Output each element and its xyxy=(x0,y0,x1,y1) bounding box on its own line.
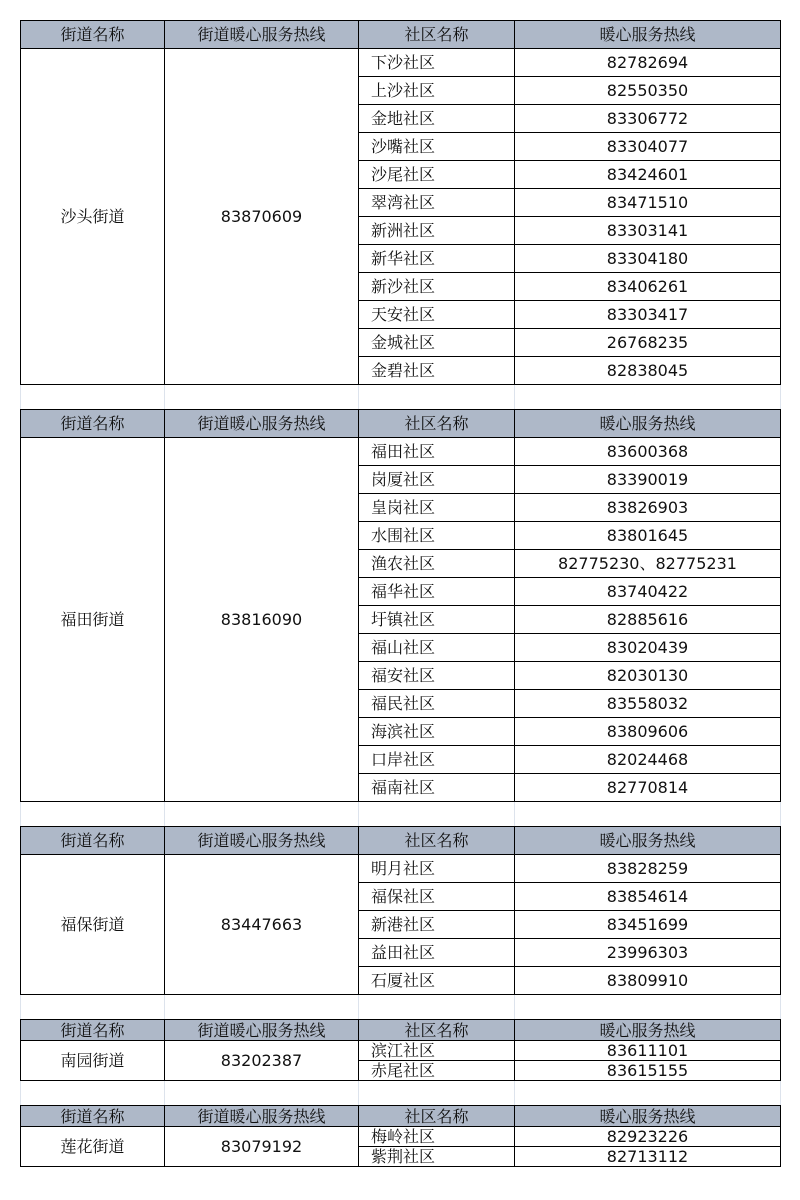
community-name-cell: 新沙社区 xyxy=(359,273,515,301)
community-phone-cell: 83451699 xyxy=(515,911,781,939)
community-phone-cell: 82770814 xyxy=(515,774,781,802)
street-hotline-cell: 83447663 xyxy=(165,855,359,995)
street-hotline-cell: 83079192 xyxy=(165,1127,359,1167)
community-phone-cell: 23996303 xyxy=(515,939,781,967)
header-street-name: 街道名称 xyxy=(21,1020,165,1041)
community-phone-cell: 82923226 xyxy=(515,1127,781,1147)
section-header-row xyxy=(21,1020,781,1041)
street-name-cell: 福田街道 xyxy=(21,438,165,802)
community-name-cell: 石厦社区 xyxy=(359,967,515,995)
community-row xyxy=(21,855,781,883)
spacer-cell xyxy=(21,385,165,410)
spacer-cell xyxy=(515,802,781,827)
community-phone-cell: 83801645 xyxy=(515,522,781,550)
hotline-table-body xyxy=(21,21,781,1167)
community-phone-cell: 82030130 xyxy=(515,662,781,690)
community-phone-cell: 83390019 xyxy=(515,466,781,494)
community-name-cell: 福田社区 xyxy=(359,438,515,466)
header-community-hotline: 暖心服务热线 xyxy=(515,410,781,438)
section-header-row xyxy=(21,1106,781,1127)
community-row xyxy=(21,1127,781,1147)
community-name-cell: 沙嘴社区 xyxy=(359,133,515,161)
community-row xyxy=(21,1041,781,1061)
header-street-hotline: 街道暖心服务热线 xyxy=(165,410,359,438)
community-phone-cell: 83303141 xyxy=(515,217,781,245)
community-name-cell: 新洲社区 xyxy=(359,217,515,245)
community-name-cell: 金碧社区 xyxy=(359,357,515,385)
community-name-cell: 翠湾社区 xyxy=(359,189,515,217)
community-phone-cell: 82838045 xyxy=(515,357,781,385)
community-phone-cell: 82775230、82775231 xyxy=(515,550,781,578)
spacer-cell xyxy=(21,1081,165,1106)
section-header-row xyxy=(21,410,781,438)
community-phone-cell: 82550350 xyxy=(515,77,781,105)
header-street-name: 街道名称 xyxy=(21,827,165,855)
community-phone-cell: 83303417 xyxy=(515,301,781,329)
community-phone-cell: 82024468 xyxy=(515,746,781,774)
header-street-hotline: 街道暖心服务热线 xyxy=(165,1106,359,1127)
community-phone-cell: 83854614 xyxy=(515,883,781,911)
community-name-cell: 上沙社区 xyxy=(359,77,515,105)
community-phone-cell: 83600368 xyxy=(515,438,781,466)
community-phone-cell: 82782694 xyxy=(515,49,781,77)
community-name-cell: 岗厦社区 xyxy=(359,466,515,494)
community-phone-cell: 83809606 xyxy=(515,718,781,746)
street-name-cell: 福保街道 xyxy=(21,855,165,995)
spacer-cell xyxy=(359,995,515,1020)
community-phone-cell: 83020439 xyxy=(515,634,781,662)
community-name-cell: 福民社区 xyxy=(359,690,515,718)
header-community-name: 社区名称 xyxy=(359,1106,515,1127)
community-name-cell: 海滨社区 xyxy=(359,718,515,746)
header-street-hotline: 街道暖心服务热线 xyxy=(165,827,359,855)
community-phone-cell: 83304077 xyxy=(515,133,781,161)
section-spacer-row xyxy=(21,802,781,827)
community-phone-cell: 83406261 xyxy=(515,273,781,301)
community-phone-cell: 83615155 xyxy=(515,1061,781,1081)
header-community-name: 社区名称 xyxy=(359,1020,515,1041)
community-name-cell: 金地社区 xyxy=(359,105,515,133)
community-name-cell: 口岸社区 xyxy=(359,746,515,774)
header-community-hotline: 暖心服务热线 xyxy=(515,827,781,855)
header-community-hotline: 暖心服务热线 xyxy=(515,1020,781,1041)
spacer-cell xyxy=(21,995,165,1020)
community-name-cell: 梅岭社区 xyxy=(359,1127,515,1147)
community-name-cell: 圩镇社区 xyxy=(359,606,515,634)
community-row xyxy=(21,49,781,77)
community-name-cell: 福华社区 xyxy=(359,578,515,606)
section-header-row xyxy=(21,827,781,855)
spacer-cell xyxy=(515,995,781,1020)
community-name-cell: 福保社区 xyxy=(359,883,515,911)
spacer-cell xyxy=(165,802,359,827)
header-street-hotline: 街道暖心服务热线 xyxy=(165,21,359,49)
community-name-cell: 明月社区 xyxy=(359,855,515,883)
header-community-name: 社区名称 xyxy=(359,410,515,438)
community-phone-cell: 83611101 xyxy=(515,1041,781,1061)
spacer-cell xyxy=(165,1081,359,1106)
hotline-table xyxy=(20,20,781,1167)
community-name-cell: 新华社区 xyxy=(359,245,515,273)
community-name-cell: 滨江社区 xyxy=(359,1041,515,1061)
header-community-hotline: 暖心服务热线 xyxy=(515,1106,781,1127)
spacer-cell xyxy=(359,385,515,410)
street-hotline-cell: 83870609 xyxy=(165,49,359,385)
community-name-cell: 沙尾社区 xyxy=(359,161,515,189)
community-phone-cell: 83471510 xyxy=(515,189,781,217)
header-community-name: 社区名称 xyxy=(359,21,515,49)
community-phone-cell: 83304180 xyxy=(515,245,781,273)
community-phone-cell: 83424601 xyxy=(515,161,781,189)
community-name-cell: 紫荆社区 xyxy=(359,1147,515,1167)
street-name-cell: 莲花街道 xyxy=(21,1127,165,1167)
community-phone-cell: 82885616 xyxy=(515,606,781,634)
community-name-cell: 新港社区 xyxy=(359,911,515,939)
section-header-row xyxy=(21,21,781,49)
community-name-cell: 金城社区 xyxy=(359,329,515,357)
community-name-cell: 福南社区 xyxy=(359,774,515,802)
spacer-cell xyxy=(359,1081,515,1106)
community-phone-cell: 83306772 xyxy=(515,105,781,133)
section-spacer-row xyxy=(21,385,781,410)
community-phone-cell: 83826903 xyxy=(515,494,781,522)
header-street-name: 街道名称 xyxy=(21,410,165,438)
spacer-cell xyxy=(515,1081,781,1106)
community-name-cell: 渔农社区 xyxy=(359,550,515,578)
community-name-cell: 水围社区 xyxy=(359,522,515,550)
header-community-hotline: 暖心服务热线 xyxy=(515,21,781,49)
community-phone-cell: 83809910 xyxy=(515,967,781,995)
community-phone-cell: 83558032 xyxy=(515,690,781,718)
community-phone-cell: 83828259 xyxy=(515,855,781,883)
community-name-cell: 福山社区 xyxy=(359,634,515,662)
community-phone-cell: 83740422 xyxy=(515,578,781,606)
community-name-cell: 天安社区 xyxy=(359,301,515,329)
header-street-name: 街道名称 xyxy=(21,1106,165,1127)
header-street-hotline: 街道暖心服务热线 xyxy=(165,1020,359,1041)
section-spacer-row xyxy=(21,1081,781,1106)
spacer-cell xyxy=(515,385,781,410)
street-name-cell: 沙头街道 xyxy=(21,49,165,385)
community-name-cell: 下沙社区 xyxy=(359,49,515,77)
header-street-name: 街道名称 xyxy=(21,21,165,49)
street-hotline-cell: 83816090 xyxy=(165,438,359,802)
community-name-cell: 福安社区 xyxy=(359,662,515,690)
community-name-cell: 皇岗社区 xyxy=(359,494,515,522)
spacer-cell xyxy=(165,385,359,410)
spacer-cell xyxy=(21,802,165,827)
spacer-cell xyxy=(165,995,359,1020)
community-name-cell: 赤尾社区 xyxy=(359,1061,515,1081)
street-hotline-cell: 83202387 xyxy=(165,1041,359,1081)
community-phone-cell: 26768235 xyxy=(515,329,781,357)
section-spacer-row xyxy=(21,995,781,1020)
community-name-cell: 益田社区 xyxy=(359,939,515,967)
street-name-cell: 南园街道 xyxy=(21,1041,165,1081)
spacer-cell xyxy=(359,802,515,827)
community-row xyxy=(21,438,781,466)
community-phone-cell: 82713112 xyxy=(515,1147,781,1167)
header-community-name: 社区名称 xyxy=(359,827,515,855)
